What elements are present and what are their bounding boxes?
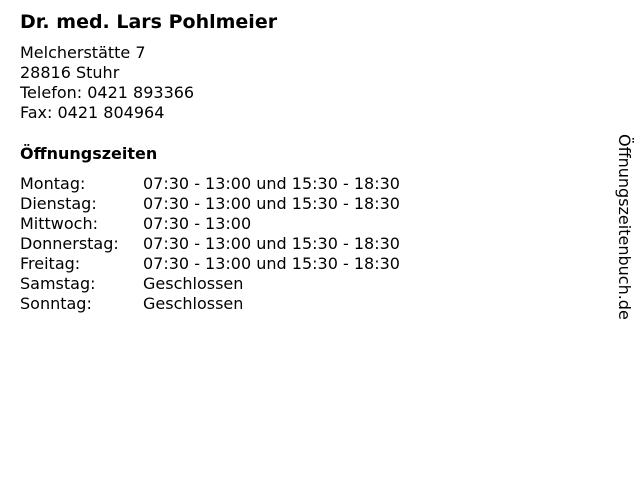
- opening-hours-table: [20, 174, 400, 314]
- hours-heading: Öffnungszeiten: [20, 144, 158, 163]
- hours-day: Donnerstag:: [20, 234, 119, 253]
- street: Melcherstätte 7: [20, 43, 146, 62]
- hours-day: Samstag:: [20, 274, 96, 293]
- hours-time: Geschlossen: [143, 294, 244, 313]
- hours-row-friday: [20, 254, 400, 274]
- hours-row-thursday: [20, 234, 400, 254]
- city: 28816 Stuhr: [20, 63, 120, 82]
- address-block: [20, 43, 194, 123]
- hours-row-monday: [20, 174, 400, 194]
- hours-time: 07:30 - 13:00 und 15:30 - 18:30: [143, 194, 400, 213]
- hours-time: 07:30 - 13:00 und 15:30 - 18:30: [143, 234, 400, 253]
- hours-day: Freitag:: [20, 254, 81, 273]
- hours-day: Montag:: [20, 174, 86, 193]
- hours-row-saturday: [20, 274, 400, 294]
- hours-time: 07:30 - 13:00: [143, 214, 252, 233]
- site-watermark: Öffnungszeitenbuch.de: [615, 134, 634, 320]
- hours-row-tuesday: [20, 194, 400, 214]
- hours-row-wednesday: [20, 214, 400, 234]
- hours-day: Sonntag:: [20, 294, 92, 313]
- hours-row-sunday: [20, 294, 400, 314]
- hours-day: Dienstag:: [20, 194, 97, 213]
- hours-time: 07:30 - 13:00 und 15:30 - 18:30: [143, 254, 400, 273]
- phone: Telefon: 0421 893366: [20, 83, 195, 102]
- fax: Fax: 0421 804964: [20, 103, 165, 122]
- doctor-name: Dr. med. Lars Pohlmeier: [20, 11, 278, 33]
- hours-time: 07:30 - 13:00 und 15:30 - 18:30: [143, 174, 400, 193]
- hours-day: Mittwoch:: [20, 214, 98, 233]
- hours-time: Geschlossen: [143, 274, 244, 293]
